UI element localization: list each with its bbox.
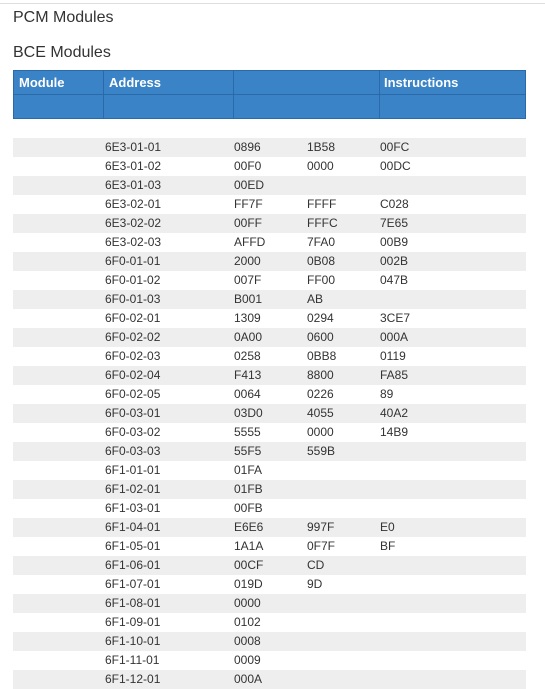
row-instructions: 000A [380, 330, 409, 344]
table-row[interactable] [13, 670, 526, 689]
row-address: 6F1-03-01 [105, 501, 161, 515]
table-row[interactable] [13, 233, 526, 252]
row-instructions: FA85 [380, 368, 409, 382]
row-value-2: 7FA0 [307, 235, 336, 249]
bce-modules-heading: BCE Modules [13, 44, 111, 61]
row-address: 6F1-09-01 [105, 615, 161, 629]
row-address: 6F1-06-01 [105, 558, 161, 572]
header-module[interactable]: Module [19, 75, 65, 90]
table-row[interactable] [13, 632, 526, 651]
row-value-2: 0000 [307, 425, 334, 439]
table-row[interactable] [13, 157, 526, 176]
row-instructions: 3CE7 [380, 311, 411, 325]
table-row[interactable] [13, 309, 526, 328]
row-value-1: F413 [234, 368, 262, 382]
row-address: 6F0-01-01 [105, 254, 161, 268]
row-address: 6F1-12-01 [105, 672, 161, 686]
row-instructions: 14B9 [380, 425, 409, 439]
row-value-1: 00FB [234, 501, 263, 515]
table-row[interactable] [13, 328, 526, 347]
table-row[interactable] [13, 119, 526, 138]
row-instructions: 40A2 [380, 406, 409, 420]
row-address: 6F0-01-03 [105, 292, 161, 306]
row-instructions: 00DC [380, 159, 411, 173]
row-address: 6F1-04-01 [105, 520, 161, 534]
row-value-1: 01FA [234, 463, 263, 477]
row-address: 6E3-01-01 [105, 140, 162, 154]
table-row[interactable] [13, 347, 526, 366]
row-value-1: 000A [234, 672, 263, 686]
row-value-1: 0008 [234, 634, 261, 648]
row-value-2: AB [307, 292, 324, 306]
row-address: 6F1-01-01 [105, 463, 161, 477]
row-address: 6F0-02-02 [105, 330, 161, 344]
header-col-divider [103, 71, 104, 118]
row-value-2: FF00 [307, 273, 336, 287]
row-value-2: 0000 [307, 159, 334, 173]
row-value-1: 55F5 [234, 444, 262, 458]
table-row[interactable] [13, 214, 526, 233]
row-address: 6E3-02-01 [105, 197, 162, 211]
row-address: 6E3-02-03 [105, 235, 162, 249]
table-row[interactable] [13, 404, 526, 423]
row-value-2: FFFC [307, 216, 338, 230]
row-instructions: 002B [380, 254, 409, 268]
row-value-1: 01FB [234, 482, 263, 496]
row-instructions: 047B [380, 273, 409, 287]
row-address: 6F0-03-02 [105, 425, 161, 439]
table-row[interactable] [13, 461, 526, 480]
header-address[interactable]: Address [109, 75, 162, 90]
row-value-1: 00ED [234, 178, 265, 192]
row-value-1: 007F [234, 273, 262, 287]
row-value-2: 9D [307, 577, 323, 591]
row-address: 6F1-07-01 [105, 577, 161, 591]
row-value-1: 0258 [234, 349, 261, 363]
row-address: 6F0-02-05 [105, 387, 161, 401]
table-row[interactable] [13, 651, 526, 670]
row-value-2: 4055 [307, 406, 334, 420]
row-value-2: 0294 [307, 311, 334, 325]
table-row[interactable] [13, 518, 526, 537]
row-address: 6F0-01-02 [105, 273, 161, 287]
row-value-2: 0B08 [307, 254, 336, 268]
row-value-1: 00F0 [234, 159, 262, 173]
row-value-1: 0A00 [234, 330, 263, 344]
row-address: 6F0-03-01 [105, 406, 161, 420]
row-value-2: 0226 [307, 387, 334, 401]
row-address: 6F0-02-03 [105, 349, 161, 363]
row-value-1: AFFD [234, 235, 266, 249]
row-address: 6E3-02-02 [105, 216, 162, 230]
table-row[interactable] [13, 613, 526, 632]
table-row[interactable] [13, 556, 526, 575]
row-value-1: 019D [234, 577, 263, 591]
table-row[interactable] [13, 366, 526, 385]
header-col-divider [233, 71, 234, 118]
table-row[interactable] [13, 480, 526, 499]
row-value-1: 0000 [234, 596, 261, 610]
row-address: 6F1-10-01 [105, 634, 161, 648]
row-value-2: 0BB8 [307, 349, 337, 363]
row-value-1: 0102 [234, 615, 261, 629]
row-value-2: 997F [307, 520, 335, 534]
row-value-1: B001 [234, 292, 263, 306]
table-row[interactable] [13, 271, 526, 290]
header-col-divider [379, 71, 380, 118]
row-instructions: 7E65 [380, 216, 409, 230]
row-instructions: 00B9 [380, 235, 409, 249]
row-address: 6F1-05-01 [105, 539, 161, 553]
row-address: 6E3-01-03 [105, 178, 162, 192]
table-header [13, 70, 526, 119]
row-value-1: 00FF [234, 216, 263, 230]
row-value-2: CD [307, 558, 325, 572]
table-row[interactable] [13, 499, 526, 518]
table-row[interactable] [13, 575, 526, 594]
header-instructions[interactable]: Instructions [384, 75, 459, 90]
table-row[interactable] [13, 594, 526, 613]
row-value-1: 5555 [234, 425, 261, 439]
table-row[interactable] [13, 537, 526, 556]
row-instructions: 89 [380, 387, 394, 401]
table-row[interactable] [13, 423, 526, 442]
table-row[interactable] [13, 290, 526, 309]
row-address: 6F1-02-01 [105, 482, 161, 496]
table-row[interactable] [13, 252, 526, 271]
row-instructions: 00FC [380, 140, 410, 154]
row-value-2: FFFF [307, 197, 337, 211]
pcm-modules-heading: PCM Modules [13, 9, 114, 26]
row-value-1: 0896 [234, 140, 261, 154]
row-address: 6F0-03-03 [105, 444, 161, 458]
table-row[interactable] [13, 138, 526, 157]
row-value-2: 0600 [307, 330, 334, 344]
row-value-1: 0009 [234, 653, 261, 667]
row-address: 6F0-02-04 [105, 368, 161, 382]
row-address: 6E3-01-02 [105, 159, 162, 173]
table-row[interactable] [13, 385, 526, 404]
row-address: 6F1-08-01 [105, 596, 161, 610]
bce-modules-table [13, 70, 526, 689]
table-row[interactable] [13, 195, 526, 214]
row-instructions: 0119 [380, 349, 406, 363]
row-value-2: 8800 [307, 368, 334, 382]
row-address: 6F1-11-01 [105, 653, 160, 667]
row-value-1: 1309 [234, 311, 261, 325]
row-value-1: FF7F [234, 197, 263, 211]
row-instructions: BF [380, 539, 396, 553]
row-value-1: 2000 [234, 254, 261, 268]
row-instructions: C028 [380, 197, 409, 211]
row-value-1: 00CF [234, 558, 264, 572]
row-value-1: 1A1A [234, 539, 264, 553]
table-row[interactable] [13, 176, 526, 195]
row-value-1: 03D0 [234, 406, 263, 420]
table-body [13, 119, 526, 689]
row-value-2: 0F7F [307, 539, 336, 553]
row-value-1: E6E6 [234, 520, 264, 534]
row-value-2: 559B [307, 444, 336, 458]
table-row[interactable] [13, 442, 526, 461]
row-value-2: 1B58 [307, 140, 336, 154]
header-divider [14, 94, 525, 95]
row-value-1: 0064 [234, 387, 261, 401]
row-instructions: E0 [380, 520, 395, 534]
top-divider [0, 3, 545, 4]
row-address: 6F0-02-01 [105, 311, 161, 325]
